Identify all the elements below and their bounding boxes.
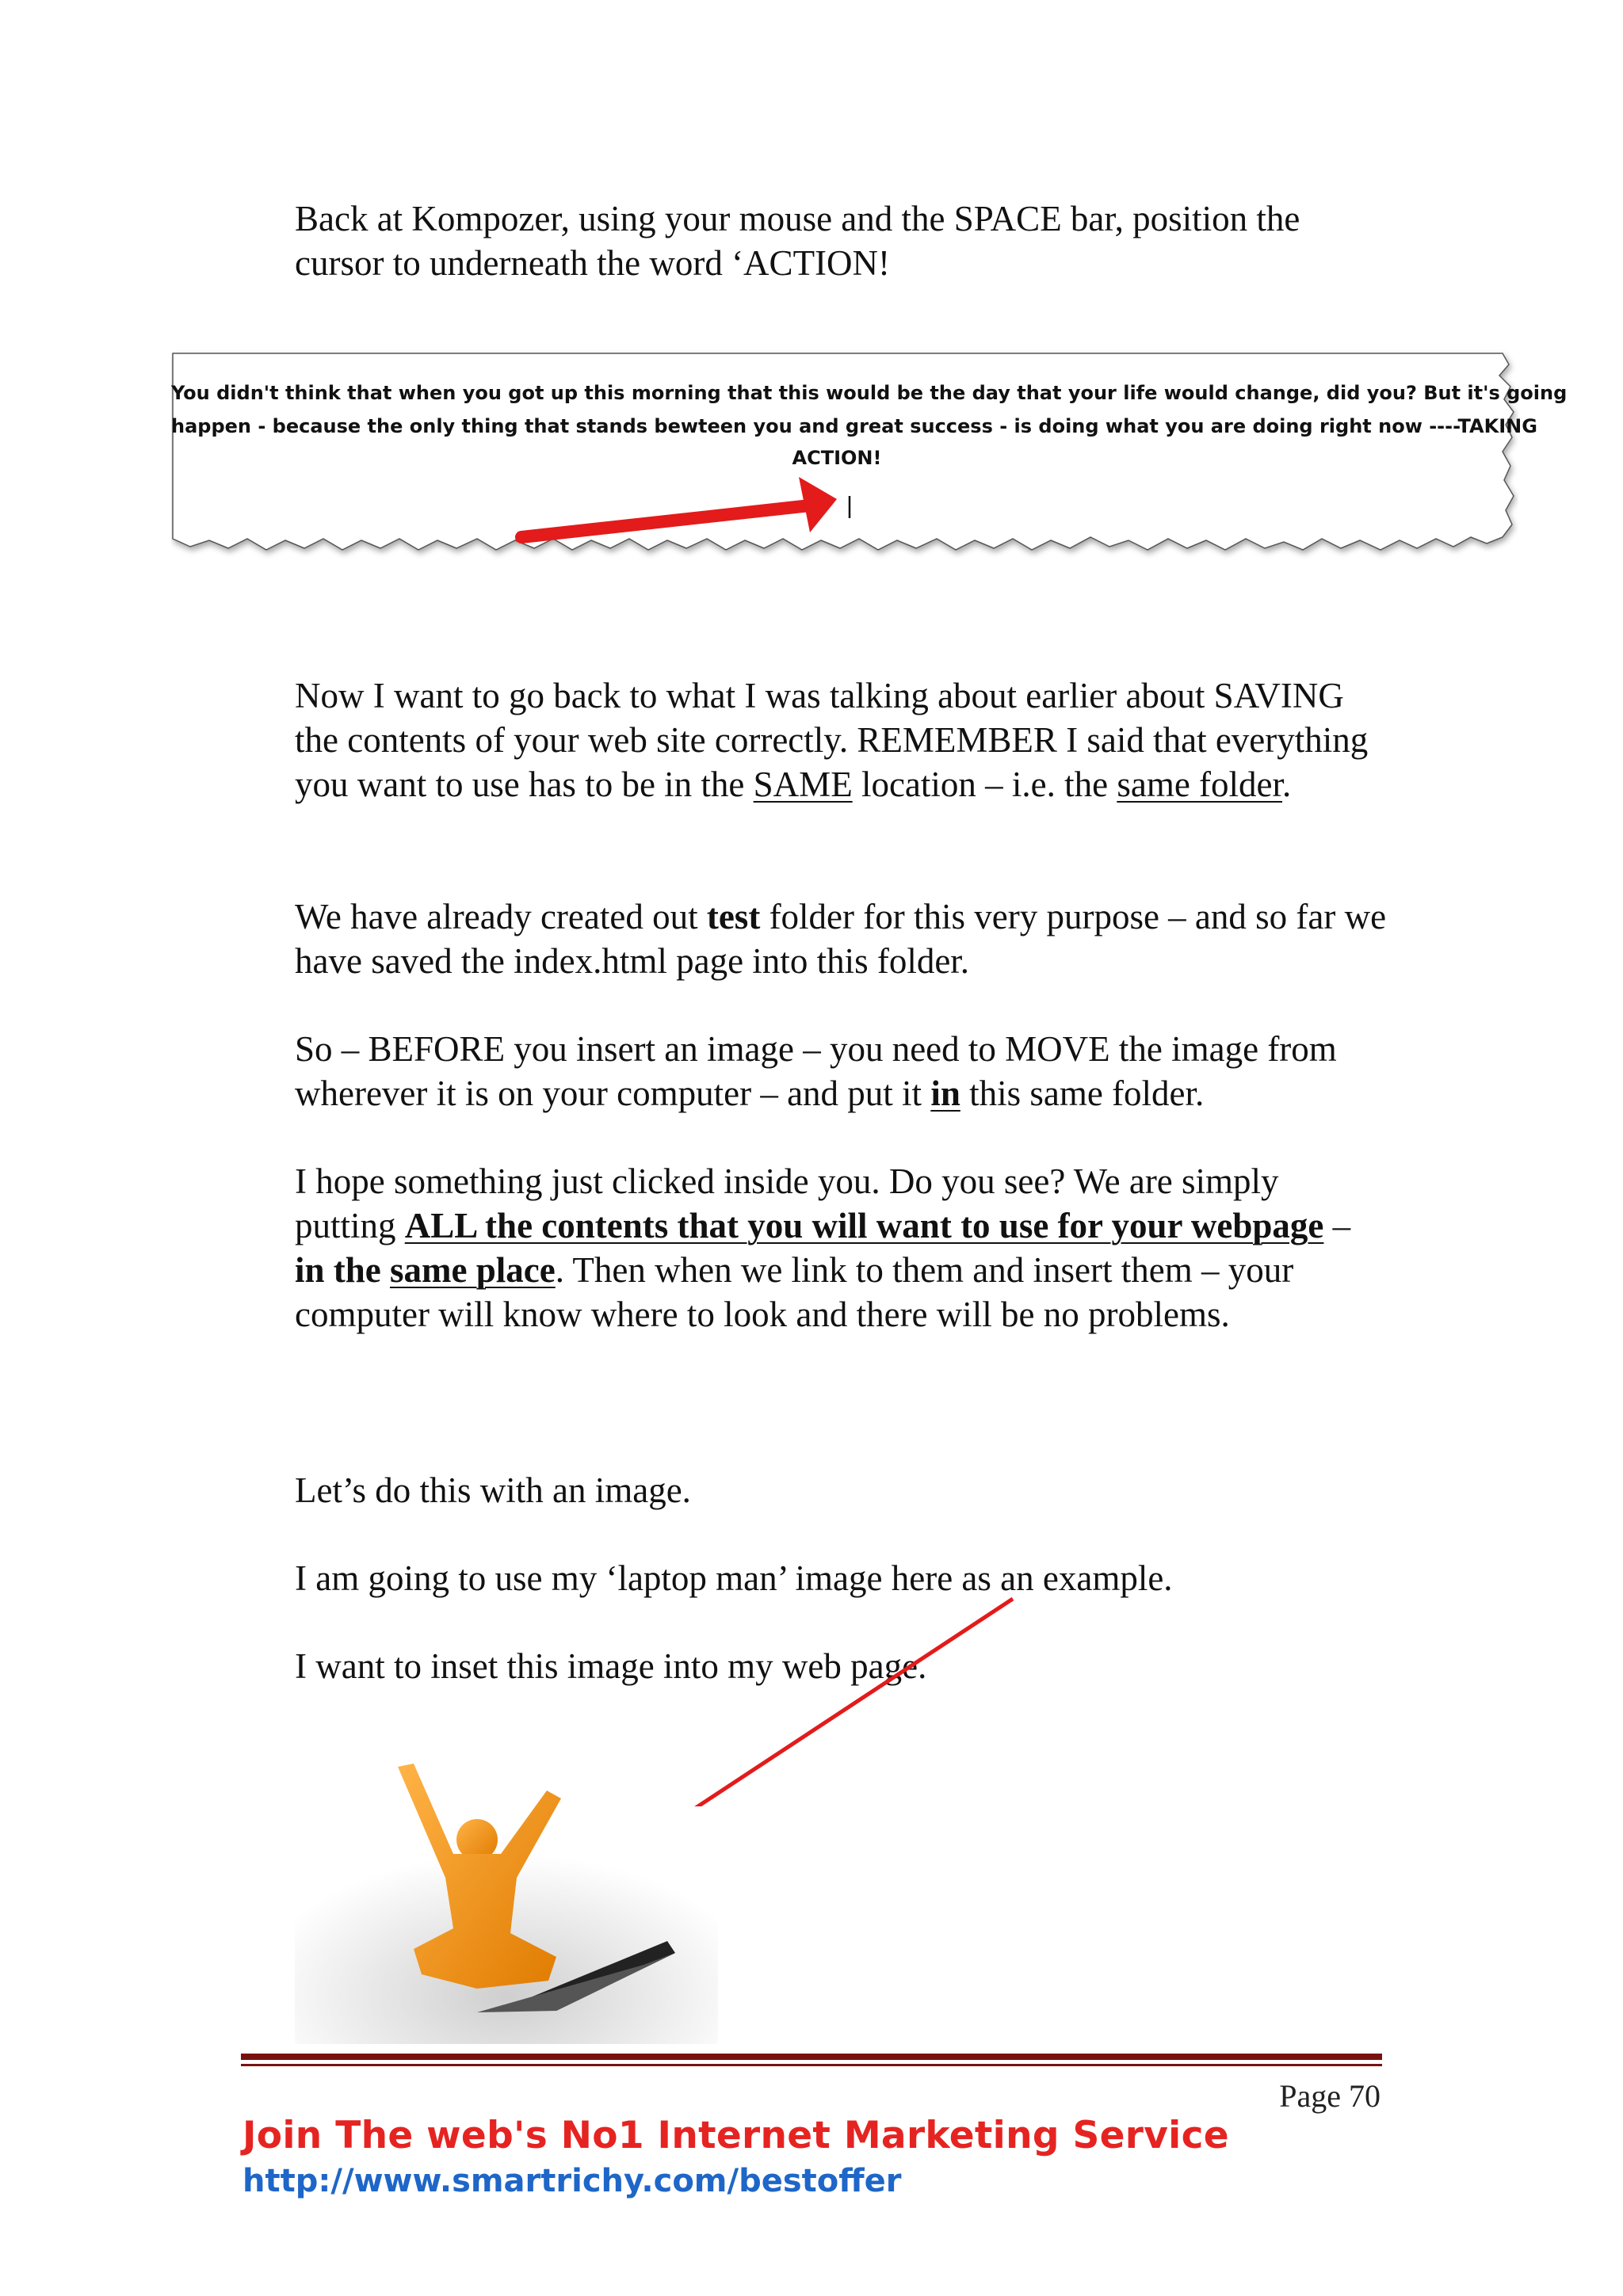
hope-text-2: – — [1323, 1206, 1351, 1245]
move-text-2: this same folder. — [960, 1074, 1205, 1113]
saving-underline-same: SAME — [753, 765, 853, 804]
screenshot-line-2: happen - because the only thing that stands bewteen you and great success - is doing what you are doing right now ----TAKING — [171, 415, 1537, 437]
inset-image-paragraph: I want to inset this image into my web page. — [295, 1646, 927, 1686]
saving-underline-folder: same folder — [1117, 765, 1283, 804]
intro-line-2: cursor to underneath the word ‘ACTION! — [295, 243, 891, 283]
move-text-1: So – BEFORE you insert an image – you need to MOVE the image from wherever it is on your computer – and put it — [295, 1029, 1337, 1113]
laptop-man-paragraph: I am going to use my ‘laptop man’ image here as an example. — [295, 1558, 1173, 1598]
hope-bold-same-place: same place — [390, 1250, 556, 1290]
hope-text-1: I hope something just clicked inside you. Do you see? We are simply putting — [295, 1161, 1279, 1245]
hope-text-4: . Then when we link to them and insert them – your computer will know where to look and there will be no problems. — [295, 1250, 1294, 1334]
lets-do-paragraph: Let’s do this with an image. — [295, 1470, 691, 1510]
test-text-2: folder for this very purpose – and so far we have saved the index.html page into this folder. — [295, 897, 1387, 981]
laptop-man-illustration — [295, 1759, 718, 2044]
promo-url-link[interactable]: http://www.smartrichy.com/bestoffer — [242, 2163, 902, 2199]
promo-title[interactable]: Join The web's No1 Internet Marketing Service — [242, 2114, 1229, 2157]
saving-text-2: location – i.e. the — [852, 765, 1117, 804]
hope-bold-contents: ALL the contents that you will want to use for your webpage — [404, 1206, 1324, 1245]
screenshot-line-1: You didn't think that when you got up this morning that this would be the day that your life would change, did you? But it's going — [171, 382, 1568, 404]
saving-text-1: Now I want to go back to what I was talking about earlier about SAVING the contents of your web site correctly. REMEMBER I said that everything you want to use has to be in the — [295, 676, 1369, 804]
test-bold: test — [706, 897, 761, 936]
screenshot-line-3: ACTION! — [792, 447, 882, 469]
test-text-1: We have already created out — [295, 897, 707, 936]
hope-bold-in-the: in the — [295, 1250, 381, 1290]
page-number: Page 70 — [1279, 2078, 1381, 2114]
move-bold-in: in — [930, 1074, 960, 1113]
footer-divider — [241, 2052, 1382, 2071]
intro-line-1: Back at Kompozer, using your mouse and the SPACE bar, position the — [295, 199, 1300, 238]
saving-text-3: . — [1282, 765, 1292, 804]
